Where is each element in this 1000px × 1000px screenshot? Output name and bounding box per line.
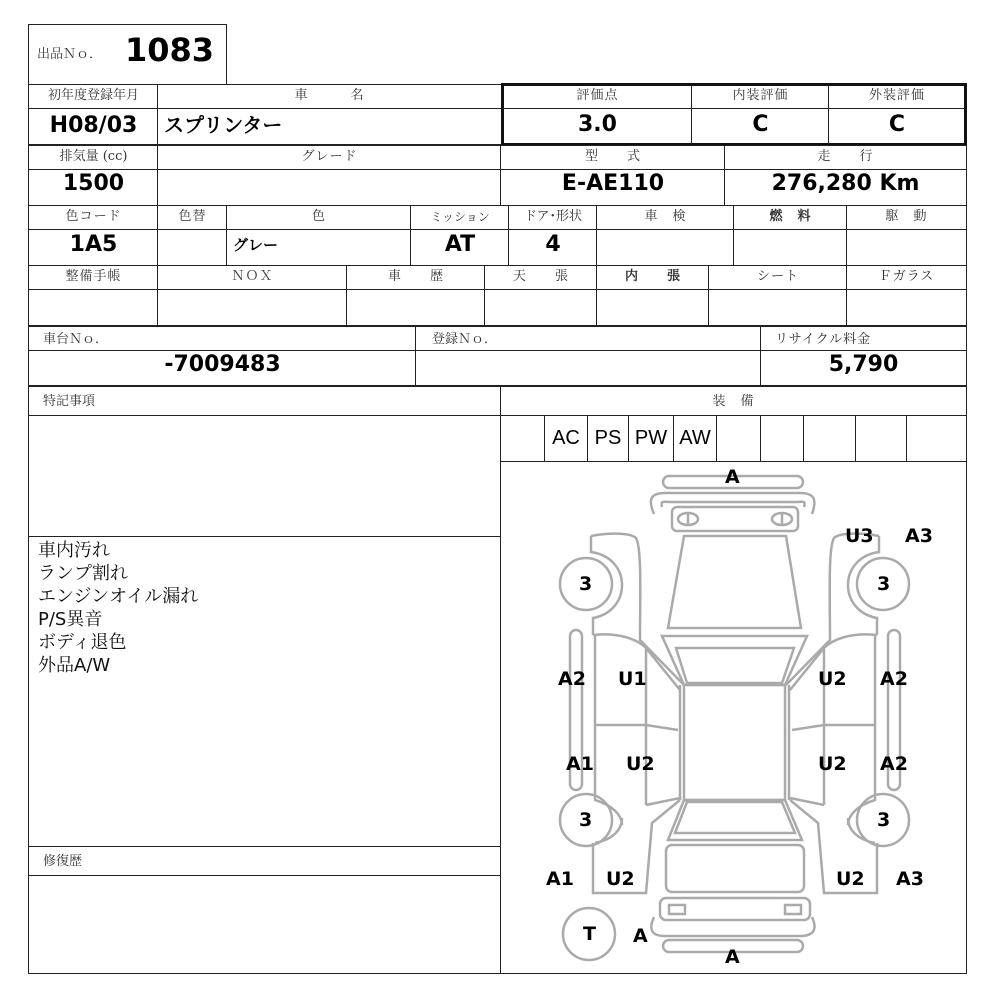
- left-front-door: [593, 634, 680, 805]
- mark-right-front-door: U2: [818, 668, 847, 690]
- listing-number-value: 1083: [125, 31, 215, 69]
- note-item: ボディ退色: [38, 632, 127, 653]
- mark-hood-right: U3: [845, 525, 874, 547]
- reg-date-label: 初年度登録年月: [47, 88, 139, 103]
- trunk: [666, 845, 804, 892]
- color-value: グレー: [233, 236, 279, 254]
- fuel-label: 燃 料: [769, 209, 812, 224]
- color-code-label: 色コード: [65, 209, 122, 224]
- grade-value-cell: [157, 169, 502, 206]
- roof: [684, 685, 785, 800]
- listing-number-label: 出品Ｎｏ．: [37, 47, 103, 62]
- inspection-label-cell: [596, 205, 735, 231]
- inspection-value-cell: [596, 229, 735, 266]
- cc-label-cell: [28, 145, 159, 171]
- mark-rear-bumper: A: [725, 946, 740, 968]
- windshield-frame: [662, 636, 807, 685]
- cc-label: 排気量 (cc): [59, 149, 128, 164]
- color-label: 色: [311, 209, 326, 224]
- cc-value-cell: [28, 169, 159, 206]
- seat-label: シート: [756, 269, 799, 284]
- mark-right-rear-door: U2: [818, 753, 847, 775]
- door-value-cell: [508, 229, 598, 266]
- equipment-label-cell: [500, 386, 967, 417]
- car-name-value: スプリンター: [164, 113, 283, 137]
- score-value: 3.0: [578, 112, 617, 137]
- equipment-label: 装 備: [712, 394, 755, 409]
- mission-label-cell: [410, 205, 510, 231]
- equipment-slot: [856, 416, 907, 462]
- rear-window: [675, 802, 795, 833]
- mark-right-front-fender: A3: [905, 525, 933, 547]
- color-code-value-cell: [28, 229, 159, 266]
- nox-value-cell: [157, 289, 348, 326]
- repair-history-label-cell: [28, 846, 502, 877]
- mission-value: AT: [444, 232, 476, 257]
- mark-right-rear-quarter-outer: A3: [896, 868, 924, 890]
- recycle-value: 5,790: [828, 352, 899, 377]
- repaint-label: 色替: [178, 209, 207, 224]
- equipment-slot: [761, 416, 804, 462]
- note-item: P/S異音: [38, 609, 103, 630]
- mark-right-rear-tire: 3: [877, 809, 891, 831]
- fuel-label-cell: [733, 205, 848, 231]
- door-value: 4: [545, 232, 561, 257]
- equipment-slot: [907, 416, 966, 462]
- car-diagram: [500, 461, 967, 974]
- color-code-value: 1A5: [69, 232, 118, 257]
- note-item: エンジンオイル漏れ: [38, 586, 199, 607]
- interior-trim-value-cell: [596, 289, 710, 326]
- cc-value: 1500: [62, 171, 125, 196]
- mark-left-rear-door: U2: [626, 753, 655, 775]
- chassis-value: -7009483: [164, 352, 281, 377]
- fglass-value-cell: [846, 289, 967, 326]
- exterior-grade-value: C: [888, 112, 906, 137]
- row5-divider: [28, 350, 967, 351]
- equipment-ac: AC: [545, 416, 588, 462]
- mileage-value: 276,280 Km: [771, 171, 920, 196]
- mark-right-rear-quarter: U2: [836, 868, 865, 890]
- rear-panel: [660, 898, 810, 920]
- model-label-cell: [500, 145, 726, 171]
- car-name-value-cell: [157, 108, 502, 145]
- recycle-label: リサイクル料金: [775, 332, 872, 347]
- drive-label: 駆 動: [885, 209, 928, 224]
- mark-left-rear-tire: 3: [579, 809, 593, 831]
- reg-date-label-cell: [28, 84, 159, 110]
- mileage-label: 走 行: [817, 149, 874, 164]
- repaint-label-cell: [157, 205, 228, 231]
- listing-number-box: [28, 24, 227, 85]
- grade-label: グレード: [301, 149, 358, 164]
- reg-date-value: H08/03: [49, 113, 138, 138]
- repair-history-label: 修復歴: [43, 854, 83, 869]
- right-front-door: [790, 634, 877, 805]
- nox-label: ＮＯＸ: [231, 269, 274, 284]
- note-item: 車内汚れ: [38, 540, 110, 561]
- repaint-value-cell: [157, 229, 228, 266]
- mark-left-rear-quarter: U2: [606, 868, 635, 890]
- color-code-label-cell: [28, 205, 159, 231]
- mark-rear-bumper-left: A: [633, 925, 648, 947]
- note-item: 外品A/W: [38, 655, 111, 676]
- mark-spare-tire: T: [583, 923, 596, 945]
- history-label: 車 歴: [387, 269, 444, 284]
- special-notes-label: 特記事項: [43, 394, 96, 409]
- car-name-label-cell: [157, 84, 502, 110]
- mark-left-rear-quarter-outer: A1: [546, 868, 574, 890]
- car-name-label: 車 名: [294, 88, 365, 103]
- fuel-value-cell: [733, 229, 848, 266]
- color-label-cell: [226, 205, 412, 231]
- ceiling-label: 天 張: [512, 269, 569, 284]
- nox-label-cell: [157, 265, 348, 291]
- reg-no-cell: [415, 326, 762, 386]
- mission-label: ミッション: [430, 210, 490, 224]
- service-book-value-cell: [28, 289, 159, 326]
- mark-right-rear-sill: A2: [880, 753, 908, 775]
- front-grille: [672, 507, 798, 531]
- ceiling-label-cell: [484, 265, 598, 291]
- interior-trim-label-cell: [596, 265, 710, 291]
- special-notes-area: [28, 415, 502, 538]
- equipment-slot: [717, 416, 761, 462]
- chassis-label: 車台Ｎｏ．: [43, 332, 109, 347]
- drive-label-cell: [846, 205, 967, 231]
- history-value-cell: [346, 289, 486, 326]
- equipment-ps: PS: [588, 416, 629, 462]
- mark-left-rear-sill: A1: [566, 753, 594, 775]
- notes-list: [38, 539, 198, 677]
- history-label-cell: [346, 265, 486, 291]
- model-value-cell: [500, 169, 726, 206]
- special-notes-label-cell: [28, 386, 502, 417]
- ceiling-value-cell: [484, 289, 598, 326]
- windshield: [676, 648, 794, 683]
- chassis-cell: [28, 326, 417, 386]
- seat-value-cell: [708, 289, 848, 326]
- model-value: E-AE110: [561, 171, 665, 196]
- reg-no-label: 登録Ｎｏ．: [432, 332, 498, 347]
- recycle-cell: [760, 326, 967, 386]
- interior-trim-label: 内 張: [624, 269, 681, 284]
- mileage-label-cell: [724, 145, 967, 171]
- mark-left-a-pillar: A2: [558, 668, 586, 690]
- right-front-fender: [786, 534, 879, 685]
- drive-value-cell: [846, 229, 967, 266]
- interior-grade-label: 内装評価: [732, 88, 789, 103]
- equipment-aw: AW: [674, 416, 717, 462]
- inspection-label: 車 検: [644, 209, 687, 224]
- mission-value-cell: [410, 229, 510, 266]
- taillight-left: [669, 905, 685, 914]
- mark-right-front-tire: 3: [877, 573, 891, 595]
- hood: [668, 536, 801, 628]
- model-label: 型 式: [584, 149, 641, 164]
- mark-left-front-tire: 3: [579, 573, 593, 595]
- front-bumper: [651, 493, 815, 514]
- note-item: ランプ割れ: [38, 563, 128, 584]
- mileage-value-cell: [724, 169, 967, 206]
- taillight-right: [785, 905, 801, 914]
- color-value-cell: [226, 229, 412, 266]
- service-book-label-cell: [28, 265, 159, 291]
- equipment-pw: PW: [629, 416, 674, 462]
- service-book-label: 整備手帳: [65, 269, 122, 284]
- score-label: 評価点: [576, 88, 619, 103]
- mark-right-front-sill: A2: [880, 668, 908, 690]
- mark-front-bumper: A: [725, 466, 740, 488]
- door-label-cell: [508, 205, 598, 231]
- door-label: ドア･形状: [523, 209, 583, 224]
- fglass-label: Ｆガラス: [878, 269, 935, 284]
- equipment-slot: [804, 416, 856, 462]
- equipment-slot: [501, 416, 545, 462]
- reg-date-value-cell: [28, 108, 159, 145]
- grade-label-cell: [157, 145, 502, 171]
- fglass-label-cell: [846, 265, 967, 291]
- exterior-grade-label: 外装評価: [868, 88, 925, 103]
- mark-left-front-door: U1: [618, 668, 647, 690]
- seat-label-cell: [708, 265, 848, 291]
- repair-history-value-cell: [28, 875, 502, 974]
- interior-grade-value: C: [752, 112, 769, 137]
